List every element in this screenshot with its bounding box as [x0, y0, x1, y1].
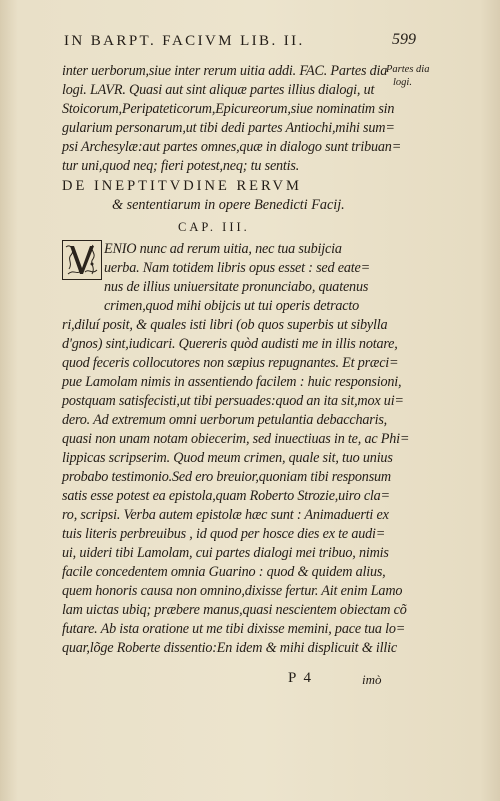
text-line: psi Archesylæ:aut partes omnes,quæ in dialogo sunt tribuan=	[62, 139, 402, 155]
running-title: IN BARPT. FACIVM LIB. II.	[64, 33, 305, 49]
text-line: quasi non unam notam obiecerim, sed inuectiuas in te, ac Phi=	[62, 431, 410, 447]
text-line: futare. Ab ista oratione ut me tibi dixisse memini, pace tua lo=	[62, 621, 406, 637]
text-line: nus de illius uniuersitate pronunciabo, quatenus	[104, 279, 369, 295]
section-subheading: & sententiarum in opere Benedicti Facij.	[112, 197, 345, 213]
text-line: probabo testimonio.Sed ero breuior,quoniam tibi responsum	[62, 469, 391, 485]
text-line: d'gnos) sint,iudicari. Quereris quòd audisti me in illis notare,	[62, 336, 398, 352]
margin-note-line: logi.	[393, 77, 412, 88]
text-line: lippicas scripserim. Quod meum crimen, quale sit, tuo unius	[62, 450, 393, 466]
text-line: gularium personarum,ut tibi dedi partes Antiochi,mihi sum=	[62, 120, 395, 136]
decorated-initial	[62, 240, 102, 280]
text-line: ri,diluí posit, & quales isti libri (ob quos superbis ut sibylla	[62, 317, 388, 333]
page-number: 599	[392, 31, 416, 48]
text-line: satis esse potest ea epistola,quam Roberto Strozie,uiro cla=	[62, 488, 390, 504]
text-line: dero. Ad extremum omni uerborum petulantia debaccharis,	[62, 412, 387, 428]
text-line: logi. LAVR. Quasi aut sint aliquæ partes illius dialogi, ut	[62, 82, 375, 98]
text-line: ro, scripsi. Verba autem epistolæ hæc sunt : Animaduerti ex	[62, 507, 389, 523]
chapter-label: CAP. III.	[178, 220, 250, 234]
text-line: ENIO nunc ad rerum uitia, nec tua subijcia	[104, 241, 342, 257]
section-heading: DE INEPTITVDINE RERVM	[62, 178, 302, 194]
signature-mark: P 4	[288, 670, 314, 686]
text-line: quod feceris collocutores non sæpius repugnantes. Et præci=	[62, 355, 399, 371]
text-line: tuis literis perbreuibus , id quod per hosce dies ex te audi=	[62, 526, 386, 542]
text-line: Stoicorum,Peripateticorum,Epicureorum,siue nominatim sin	[62, 101, 395, 117]
text-line: facile concedentem omnia Guarino : quod & quidem alius,	[62, 564, 386, 580]
text-line: tur uni,quod neq; fieri potest,neq; tu sentis.	[62, 158, 300, 174]
margin-note-line: Partes dia	[386, 64, 430, 75]
decorated-initial-art	[63, 241, 101, 279]
text-line: quar,lõge Roberte dissentio:En idem & mihi displicuit & illic	[62, 640, 397, 656]
catchword: imò	[362, 672, 382, 687]
text-line: quem honoris causa non omnino,dixisse fertur. Ait enim Lamo	[62, 583, 403, 599]
text-line: crimen,quod mihi obijcis ut tui operis detracto	[104, 298, 360, 314]
text-line: lam uictas ubiq; præbere manus,quasi nescientem obiectam cõ	[62, 602, 407, 618]
text-line: inter uerborum,siue inter rerum uitia addi. FAC. Partes dia	[62, 63, 388, 79]
text-line: uerba. Nam totidem libris opus esset : sed eate=	[104, 260, 370, 276]
text-line: ui, uideri tibi Lamolam, cui partes dialogi mei tribuo, nimis	[62, 545, 389, 561]
text-line: postquam satisfecisti,ut tibi persuades:quod an ita sit,mox ui=	[62, 393, 404, 409]
text-line: pue Lamolam nimis in assentiendo facilem : huic responsioni,	[62, 374, 402, 390]
